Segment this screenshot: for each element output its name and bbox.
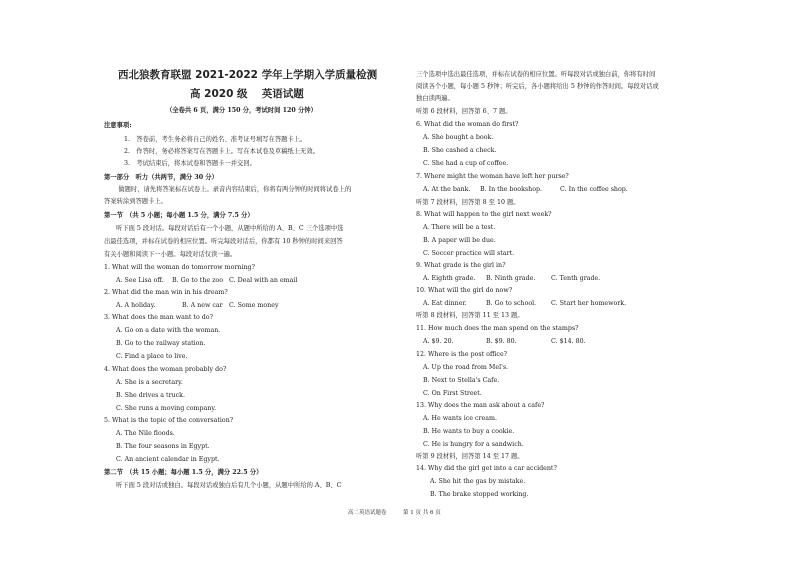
option-c: C. He is hungry for a sandwich. <box>423 441 524 448</box>
option-c: C. Soccer practice will start. <box>423 250 515 257</box>
question-stem: 1. What will the woman do tomorrow morning? <box>104 264 255 271</box>
section1-heading: 第一节 （共 5 小题；每小题 1.5 分，满分 7.5 分） <box>104 212 254 219</box>
option-b: B. Go to the zoo <box>172 277 223 284</box>
section2-intro: 三个选项中选出最佳选项，并标在试卷的相应位置。听每段对话或独白前，你将有时间 <box>416 71 656 78</box>
option-c: C. An ancient calendar in Egypt. <box>116 456 220 463</box>
option-c: C. Deal with an email <box>229 277 298 284</box>
option-a: A. At the bank. <box>423 186 471 193</box>
option-b: B. In the bookshop. <box>480 186 543 193</box>
option-c: C. $14. 80. <box>551 338 586 345</box>
option-b: B. The four seasons in Egypt. <box>116 443 210 450</box>
part1-intro: 答案转涂到答题卡上。 <box>104 198 167 205</box>
option-c: C. Tenth grade. <box>551 275 601 282</box>
option-b: B. A new car <box>182 302 223 309</box>
section2-intro: 阅读各个小题，每小题 5 秒钟；听完后，各小题将给出 5 秒钟的作答时间。每段对话或 <box>416 83 659 90</box>
section1-intro: 有关小题和阅读下一小题。每段对话仅读一遍。 <box>104 251 237 258</box>
option-c: C. Find a place to live. <box>116 353 188 360</box>
option-b: B. A paper will be due. <box>423 237 496 244</box>
option-c: C. Start her homework. <box>551 300 627 307</box>
option-b: B. Go to school. <box>486 300 537 307</box>
question-stem: 10. What will the girl do now? <box>416 287 513 294</box>
footer-page-number: 第 1 页 共 6 页 <box>403 510 441 516</box>
question-stem: 14. Why did the girl get into a car accident? <box>416 465 557 472</box>
material-instruction: 听第 8 段材料，回答第 11 至 13 题。 <box>416 312 524 319</box>
option-a: A. There will be a test. <box>423 224 496 231</box>
option-a: A. $9. 20. <box>423 338 454 345</box>
question-stem: 2. What did the man win in his dream? <box>104 289 228 296</box>
question-stem: 3. What does the man want to do? <box>104 314 213 321</box>
part1-heading: 第一部分 听力（共两节，满分 30 分） <box>104 174 218 181</box>
option-b: B. She drives a truck. <box>116 392 185 399</box>
option-b: B. Ninth grade. <box>486 275 536 282</box>
option-b: B. Go to the railway station. <box>116 340 206 347</box>
option-a: A. Go on a date with the woman. <box>116 327 221 334</box>
option-a: A. He wants ice cream. <box>423 415 497 422</box>
material-instruction: 听第 7 段材料，回答第 8 至 10 题。 <box>416 199 520 206</box>
exam-subtitle: 高 2020 级 英语试题 <box>190 88 304 100</box>
option-c: C. She runs a moving company. <box>116 405 217 412</box>
option-a: A. A holiday. <box>116 302 156 309</box>
note-item: 3. 考试结束后，将本试卷和答题卡一并交回。 <box>124 160 256 167</box>
note-item: 2. 作答时，务必将答案写在答题卡上。写在本试卷及草稿纸上无效。 <box>124 148 319 155</box>
section2-intro: 听下面 5 段对话或独白。每段对话或独白后有几个小题，从题中所给的 A、B、C <box>116 482 342 489</box>
section2-heading: 第二节 （共 15 小题；每小题 1.5 分，满分 22.5 分） <box>104 469 263 476</box>
question-stem: 5. What is the topic of the conversation? <box>104 417 234 424</box>
notes-heading: 注意事项: <box>104 122 132 129</box>
option-b: B. She cashed a check. <box>423 147 497 154</box>
option-b: B. He wants to buy a cookie. <box>423 428 515 435</box>
material-instruction: 听第 9 段材料，回答第 14 至 17 题。 <box>416 453 524 460</box>
question-stem: 6. What did the woman do first? <box>416 121 519 128</box>
question-stem: 4. What does the woman probably do? <box>104 366 227 373</box>
question-stem: 8. What will happen to the girl next week? <box>416 211 552 218</box>
option-a: A. Eighth grade. <box>423 275 476 282</box>
question-stem: 7. Where might the woman have left her purse? <box>416 173 569 180</box>
material-instruction: 听第 6 段材料，回答第 6、7 题。 <box>416 108 512 115</box>
option-a: A. She is a secretary. <box>116 379 183 386</box>
option-a: A. Up the road from Mel's. <box>423 364 509 371</box>
part1-intro: 做题时，请先将答案标在试卷上。录音内容结束后，你将有两分钟的时间将试卷上的 <box>112 186 352 193</box>
question-stem: 11. How much does the man spend on the stamps? <box>416 325 579 332</box>
option-c: C. On First Street. <box>423 390 482 397</box>
option-b: B. $9. 80. <box>486 338 517 345</box>
question-stem: 12. Where is the post office? <box>416 351 508 358</box>
option-a: A. She hit the gas by mistake. <box>430 478 526 485</box>
question-stem: 13. Why does the man ask about a cafe? <box>416 402 545 409</box>
option-c: C. In the coffee shop. <box>560 186 628 193</box>
option-c: C. Some money <box>229 302 279 309</box>
option-b: B. Next to Stella's Cafe. <box>423 377 500 384</box>
section1-intro: 出最佳选项，并标在试卷的相应位置。听完每段对话后，你都有 10 秒钟的时间来回答 <box>104 238 343 245</box>
section2-intro: 独白读两遍。 <box>416 95 454 102</box>
option-b: B. The brake stopped working. <box>430 491 529 498</box>
option-a: A. She bought a book. <box>423 134 494 141</box>
note-item: 1. 答卷前，考生务必将自己的姓名、准考证号填写在答题卡上。 <box>124 136 307 143</box>
option-a: A. See Lisa off. <box>116 277 164 284</box>
option-a: A. Eat dinner. <box>423 300 467 307</box>
option-a: A. The Nile floods. <box>116 430 175 437</box>
question-stem: 9. What grade is the girl in? <box>416 262 506 269</box>
section1-intro: 听下面 5 段对话。每段对话后有一个小题，从题中所给的 A、B、C 三个选项中选 <box>116 225 344 232</box>
exam-info: （全卷共 6 页，满分 150 分，考试时间 120 分钟） <box>166 107 317 114</box>
exam-title: 西北狼教育联盟 2021-2022 学年上学期入学质量检测 <box>118 69 378 81</box>
option-c: C. She had a cup of coffee. <box>423 160 509 167</box>
footer-title: 高二英语试题卷 <box>348 510 387 516</box>
